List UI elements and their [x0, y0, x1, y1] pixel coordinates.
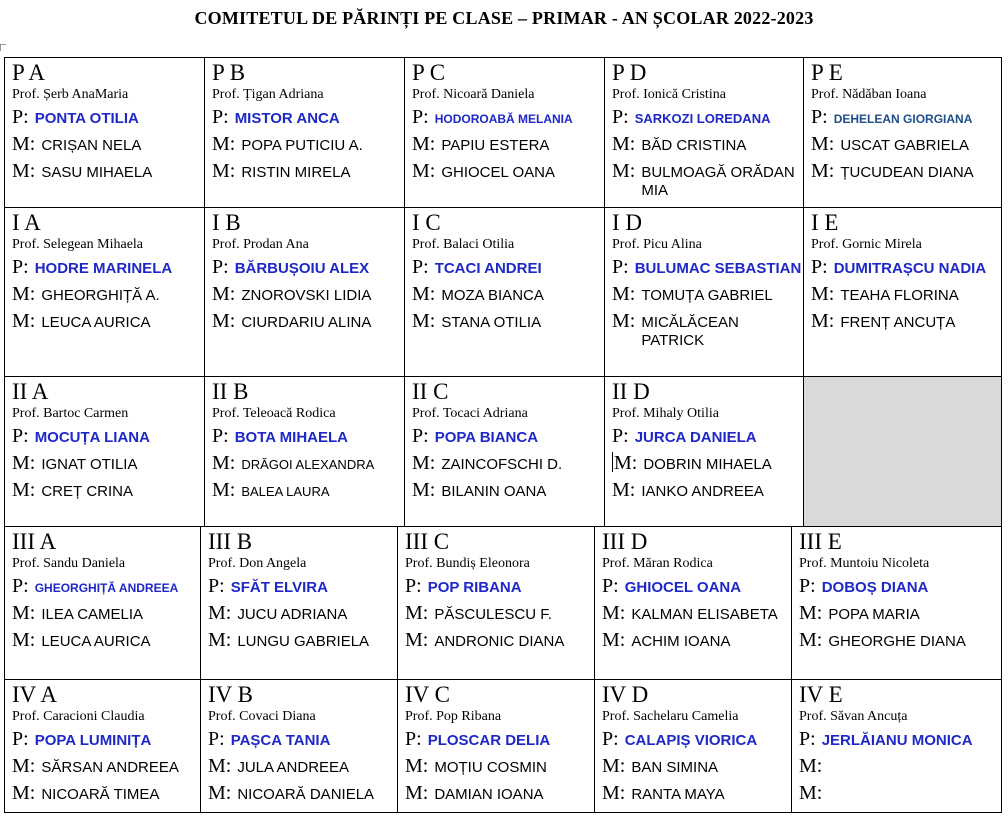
member-label: M:: [12, 629, 36, 651]
president-line: [412, 105, 604, 129]
president-label: P:: [208, 728, 225, 750]
member-name: SASU MIHAELA: [41, 164, 153, 181]
member-label: M:: [212, 452, 236, 474]
member-line: [208, 601, 397, 625]
president-name: TCACI ANDREI: [434, 260, 542, 277]
president-name: SFĂT ELVIRA: [230, 579, 328, 596]
member-line: [212, 159, 404, 183]
member-line: [212, 478, 404, 502]
president-label: P:: [12, 728, 29, 750]
member-label: M:: [412, 452, 436, 474]
member-line: [602, 781, 791, 805]
teacher-name: Prof. Muntoiu Nicoleta: [799, 556, 930, 571]
president-name: DOBOȘ DIANA: [821, 579, 929, 596]
member-line: [612, 132, 803, 156]
committee-table: [4, 57, 1002, 811]
class-cell: [200, 680, 397, 812]
class-cell: [404, 208, 604, 377]
member-name: DOBRIN MIHAELA: [643, 456, 772, 473]
member-label: M:: [12, 782, 36, 804]
member-name: GHEORGHE DIANA: [828, 633, 966, 650]
member-line: [12, 754, 200, 778]
member-name: BALEA LAURA: [241, 484, 330, 499]
class-name: I A: [12, 210, 41, 235]
member-line: [12, 628, 200, 652]
president-label: P:: [811, 256, 828, 278]
member-label: M:: [412, 160, 436, 182]
class-cell: [791, 680, 1002, 812]
member-line: [412, 451, 604, 475]
member-name: MOZA BIANCA: [441, 287, 544, 304]
class-name: IV D: [602, 682, 649, 707]
member-name: BĂD CRISTINA: [641, 137, 747, 154]
member-name: ACHIM IOANA: [631, 633, 731, 650]
member-label: M:: [412, 310, 436, 332]
president-name: POPA LUMINIȚA: [34, 732, 152, 749]
member-name: STANA OTILIA: [441, 314, 542, 331]
president-name: BĂRBUȘOIU ALEX: [234, 260, 370, 277]
president-name: POPA BIANCA: [434, 429, 539, 446]
class-cell: [4, 208, 204, 377]
president-name: DUMITRAȘCU NADIA: [833, 260, 987, 277]
text-cursor-icon: [612, 452, 613, 472]
member-label: M:: [412, 283, 436, 305]
teacher-name: Prof. Teleoacă Rodica: [212, 406, 336, 421]
member-label: M:: [612, 479, 636, 501]
table-row: [4, 526, 1002, 680]
class-name: II B: [212, 379, 249, 404]
president-label: P:: [12, 106, 29, 128]
class-name: IV E: [799, 682, 843, 707]
member-name: KALMAN ELISABETA: [631, 606, 778, 623]
member-line: [412, 309, 604, 333]
member-name: BAN SIMINA: [631, 759, 719, 776]
president-name: JERLĂIANU MONICA: [821, 732, 973, 749]
member-name: JUCU ADRIANA: [237, 606, 348, 623]
member-line: [405, 754, 594, 778]
member-line: [799, 781, 1001, 805]
president-label: P:: [212, 425, 229, 447]
class-cell: [803, 208, 1002, 377]
member-label: M:: [811, 283, 835, 305]
member-label: M:: [12, 602, 36, 624]
member-label: M:: [405, 629, 429, 651]
president-label: P:: [412, 256, 429, 278]
member-label: M:: [208, 755, 232, 777]
member-line: [12, 451, 204, 475]
member-line: [799, 601, 1001, 625]
president-name: PLOSCAR DELIA: [427, 732, 551, 749]
president-label: P:: [405, 575, 422, 597]
class-cell: [594, 680, 791, 812]
president-line: [602, 574, 791, 598]
table-anchor-icon: [0, 44, 6, 51]
class-cell: [604, 377, 803, 527]
member-label: M:: [614, 452, 638, 474]
class-cell: [594, 527, 791, 680]
member-label: M:: [405, 755, 429, 777]
member-label: M:: [811, 133, 835, 155]
table-row: [4, 207, 1002, 377]
member-line: [799, 628, 1001, 652]
class-cell: [404, 58, 604, 208]
class-name: P B: [212, 60, 246, 85]
president-name: MISTOR ANCA: [234, 110, 340, 127]
president-label: P:: [612, 106, 629, 128]
president-name: HODRE MARINELA: [34, 260, 173, 277]
teacher-name: Prof. Caracioni Claudia: [12, 709, 145, 724]
member-line: [208, 628, 397, 652]
member-line: [412, 159, 604, 183]
table-row: [4, 679, 1002, 813]
president-line: [212, 255, 404, 279]
member-name: LEUCA AURICA: [41, 633, 151, 650]
president-line: [799, 727, 1001, 751]
president-line: [799, 574, 1001, 598]
member-label: M:: [208, 602, 232, 624]
president-name: GHIOCEL OANA: [624, 579, 742, 596]
member-name: USCAT GABRIELA: [840, 137, 969, 154]
member-name: LUNGU GABRIELA: [237, 633, 370, 650]
teacher-name: Prof. Selegean Mihaela: [12, 237, 144, 252]
teacher-name: Prof. Covaci Diana: [208, 709, 316, 724]
member-name: NICOARĂ DANIELA: [237, 786, 375, 803]
class-cell: [404, 377, 604, 527]
member-line: [612, 159, 803, 200]
teacher-name: Prof. Săvan Ancuța: [799, 709, 908, 724]
president-label: P:: [412, 425, 429, 447]
president-name: BULUMAC SEBASTIAN: [634, 260, 802, 277]
member-label: M:: [612, 283, 636, 305]
class-name: II C: [412, 379, 449, 404]
member-line: [811, 282, 1001, 306]
class-cell: [204, 58, 404, 208]
president-label: P:: [405, 728, 422, 750]
member-name: GHIOCEL OANA: [441, 164, 555, 181]
member-name: CIURDARIU ALINA: [241, 314, 372, 331]
member-name: FRENȚ ANCUȚA: [840, 314, 956, 331]
president-line: [12, 574, 200, 598]
member-label: M:: [612, 160, 636, 182]
teacher-name: Prof. Sandu Daniela: [12, 556, 126, 571]
president-line: [811, 255, 1001, 279]
member-name: NICOARĂ TIMEA: [41, 786, 160, 803]
member-label: M:: [412, 479, 436, 501]
member-label: M:: [12, 755, 36, 777]
member-label: M:: [602, 602, 626, 624]
member-line: [12, 781, 200, 805]
member-name: MICĂLĂCEAN PATRICK: [641, 314, 739, 349]
class-cell: [204, 208, 404, 377]
president-name: DEHELEAN GIORGIANA: [833, 112, 973, 126]
member-name: ILEA CAMELIA: [41, 606, 144, 623]
class-name: III B: [208, 529, 253, 554]
member-label: M:: [799, 602, 823, 624]
president-label: P:: [12, 575, 29, 597]
class-name: III A: [12, 529, 57, 554]
member-label: M:: [12, 479, 36, 501]
member-label: M:: [12, 452, 36, 474]
member-name: ZNOROVSKI LIDIA: [241, 287, 372, 304]
member-label: M:: [212, 160, 236, 182]
president-label: P:: [602, 575, 619, 597]
member-label: M:: [405, 602, 429, 624]
member-label: M:: [811, 160, 835, 182]
class-name: I C: [412, 210, 441, 235]
teacher-name: Prof. Nădăban Ioana: [811, 87, 927, 102]
class-name: P D: [612, 60, 647, 85]
member-line: [799, 754, 1001, 778]
president-label: P:: [612, 256, 629, 278]
president-line: [208, 727, 397, 751]
member-label: M:: [212, 479, 236, 501]
teacher-name: Prof. Sachelaru Camelia: [602, 709, 739, 724]
class-name: III C: [405, 529, 450, 554]
member-name: CRIȘAN NELA: [41, 137, 142, 154]
president-name: POP RIBANA: [427, 579, 522, 596]
president-line: [602, 727, 791, 751]
member-name: SĂRSAN ANDREEA: [41, 759, 179, 776]
president-name: PONTA OTILIA: [34, 110, 139, 127]
teacher-name: Prof. Prodan Ana: [212, 237, 309, 252]
class-cell: [604, 208, 803, 377]
member-name: TEAHA FLORINA: [840, 287, 959, 304]
member-line: [412, 132, 604, 156]
president-label: P:: [612, 425, 629, 447]
teacher-name: Prof. Mihaly Otilia: [612, 406, 719, 421]
president-line: [12, 727, 200, 751]
teacher-name: Prof. Ionică Cristina: [612, 87, 726, 102]
member-name: MOȚIU COSMIN: [434, 759, 547, 776]
teacher-name: Prof. Balaci Otilia: [412, 237, 515, 252]
president-line: [212, 424, 404, 448]
member-name: DRĂGOI ALEXANDRA: [241, 457, 375, 472]
member-label: M:: [212, 283, 236, 305]
member-label: M:: [799, 782, 823, 804]
member-line: [212, 451, 404, 475]
member-name: IGNAT OTILIA: [41, 456, 138, 473]
class-name: III D: [602, 529, 648, 554]
class-cell: [604, 58, 803, 208]
president-label: P:: [208, 575, 225, 597]
class-cell: [397, 680, 594, 812]
president-label: P:: [12, 256, 29, 278]
member-line: [612, 309, 803, 350]
president-label: P:: [602, 728, 619, 750]
member-label: M:: [12, 160, 36, 182]
president-name: SARKOZI LOREDANA: [634, 111, 771, 126]
member-name: TOMUȚA GABRIEL: [641, 287, 773, 304]
member-line: [212, 309, 404, 333]
president-name: JURCA DANIELA: [634, 429, 757, 446]
teacher-name: Prof. Măran Rodica: [602, 556, 713, 571]
member-line: [12, 478, 204, 502]
member-label: M:: [602, 782, 626, 804]
president-name: PAȘCA TANIA: [230, 732, 331, 749]
member-line: [612, 451, 803, 475]
member-label: M:: [212, 133, 236, 155]
member-name: CREȚ CRINA: [41, 483, 134, 500]
class-name: I D: [612, 210, 643, 235]
member-label: M:: [12, 133, 36, 155]
table-row: [4, 376, 1002, 527]
member-name: ZAINCOFSCHI D.: [441, 456, 563, 473]
member-line: [412, 282, 604, 306]
president-name: GHEORGHIȚĂ ANDREEA: [34, 581, 179, 595]
member-name: BILANIN OANA: [441, 483, 547, 500]
class-name: III E: [799, 529, 842, 554]
president-line: [412, 255, 604, 279]
president-label: P:: [12, 425, 29, 447]
empty-cell: [803, 377, 1002, 527]
member-label: M:: [12, 283, 36, 305]
president-line: [612, 255, 803, 279]
table-row: [4, 57, 1002, 208]
class-name: IV C: [405, 682, 450, 707]
member-label: M:: [212, 310, 236, 332]
member-line: [602, 628, 791, 652]
class-name: P E: [811, 60, 843, 85]
president-line: [612, 105, 803, 129]
member-label: M:: [602, 629, 626, 651]
president-label: P:: [811, 106, 828, 128]
class-name: I B: [212, 210, 241, 235]
class-cell: [4, 58, 204, 208]
member-line: [12, 601, 200, 625]
president-name: BOTA MIHAELA: [234, 429, 349, 446]
member-line: [12, 282, 204, 306]
member-line: [612, 282, 803, 306]
president-line: [405, 727, 594, 751]
member-line: [208, 781, 397, 805]
president-label: P:: [799, 728, 816, 750]
president-label: P:: [212, 256, 229, 278]
member-label: M:: [811, 310, 835, 332]
president-name: CALAPIȘ VIORICA: [624, 732, 758, 749]
member-label: M:: [12, 310, 36, 332]
teacher-name: Prof. Tocaci Adriana: [412, 406, 528, 421]
president-name: MOCUȚA LIANA: [34, 429, 150, 446]
member-line: [811, 309, 1001, 333]
member-label: M:: [612, 133, 636, 155]
member-line: [811, 159, 1001, 183]
teacher-name: Prof. Don Angela: [208, 556, 307, 571]
member-name: LEUCA AURICA: [41, 314, 151, 331]
member-label: M:: [602, 755, 626, 777]
teacher-name: Prof. Nicoară Daniela: [412, 87, 535, 102]
president-name: HODOROABĂ MELANIA: [434, 112, 573, 126]
class-cell: [791, 527, 1002, 680]
class-name: IV A: [12, 682, 57, 707]
class-cell: [4, 680, 200, 812]
teacher-name: Prof. Țigan Adriana: [212, 87, 324, 102]
member-line: [405, 628, 594, 652]
teacher-name: Prof. Pop Ribana: [405, 709, 502, 724]
president-line: [405, 574, 594, 598]
member-name: RANTA MAYA: [631, 786, 725, 803]
teacher-name: Prof. Șerb AnaMaria: [12, 87, 129, 102]
member-line: [405, 781, 594, 805]
class-name: IV B: [208, 682, 253, 707]
president-label: P:: [212, 106, 229, 128]
class-name: I E: [811, 210, 839, 235]
member-label: M:: [612, 310, 636, 332]
member-name: ANDRONIC DIANA: [434, 633, 565, 650]
president-line: [12, 424, 204, 448]
class-cell: [204, 377, 404, 527]
class-cell: [4, 377, 204, 527]
president-label: P:: [412, 106, 429, 128]
member-name: JULA ANDREEA: [237, 759, 350, 776]
document-title: COMITETUL DE PĂRINȚI PE CLASE – PRIMAR - AN ȘCOLAR 2022-2023: [194, 8, 814, 28]
teacher-name: Prof. Bartoc Carmen: [12, 406, 129, 421]
class-cell: [4, 527, 200, 680]
class-name: II A: [12, 379, 49, 404]
president-line: [208, 574, 397, 598]
member-name: DAMIAN IOANA: [434, 786, 544, 803]
member-line: [208, 754, 397, 778]
president-line: [12, 255, 204, 279]
class-cell: [803, 58, 1002, 208]
member-label: M:: [405, 782, 429, 804]
president-line: [12, 105, 204, 129]
teacher-name: Prof. Gornic Mirela: [811, 237, 922, 252]
class-name: P A: [12, 60, 46, 85]
member-line: [405, 601, 594, 625]
member-label: M:: [799, 755, 823, 777]
member-line: [612, 478, 803, 502]
class-name: II D: [612, 379, 650, 404]
member-label: M:: [412, 133, 436, 155]
member-line: [12, 159, 204, 183]
president-line: [212, 105, 404, 129]
president-line: [612, 424, 803, 448]
member-line: [12, 132, 204, 156]
member-line: [602, 601, 791, 625]
member-label: M:: [208, 782, 232, 804]
member-name: POPA MARIA: [828, 606, 920, 623]
member-line: [811, 132, 1001, 156]
member-line: [212, 132, 404, 156]
member-line: [212, 282, 404, 306]
member-label: M:: [799, 629, 823, 651]
member-name: BULMOAGĂ ORĂDAN MIA: [641, 164, 795, 199]
class-name: P C: [412, 60, 446, 85]
class-cell: [200, 527, 397, 680]
member-name: POPA PUTICIU A.: [241, 137, 363, 154]
class-cell: [397, 527, 594, 680]
president-label: P:: [799, 575, 816, 597]
member-line: [602, 754, 791, 778]
member-name: IANKO ANDREEA: [641, 483, 764, 500]
member-line: [12, 309, 204, 333]
member-name: PAPIU ESTERA: [441, 137, 550, 154]
member-line: [412, 478, 604, 502]
teacher-name: Prof. Bundiș Eleonora: [405, 556, 530, 571]
president-line: [811, 105, 1001, 129]
member-name: ȚUCUDEAN DIANA: [840, 164, 974, 181]
teacher-name: Prof. Picu Alina: [612, 237, 702, 252]
member-name: RISTIN MIRELA: [241, 164, 351, 181]
member-label: M:: [208, 629, 232, 651]
member-name: PĂSCULESCU F.: [434, 606, 552, 623]
president-line: [412, 424, 604, 448]
member-name: GHEORGHIȚĂ A.: [41, 287, 160, 304]
